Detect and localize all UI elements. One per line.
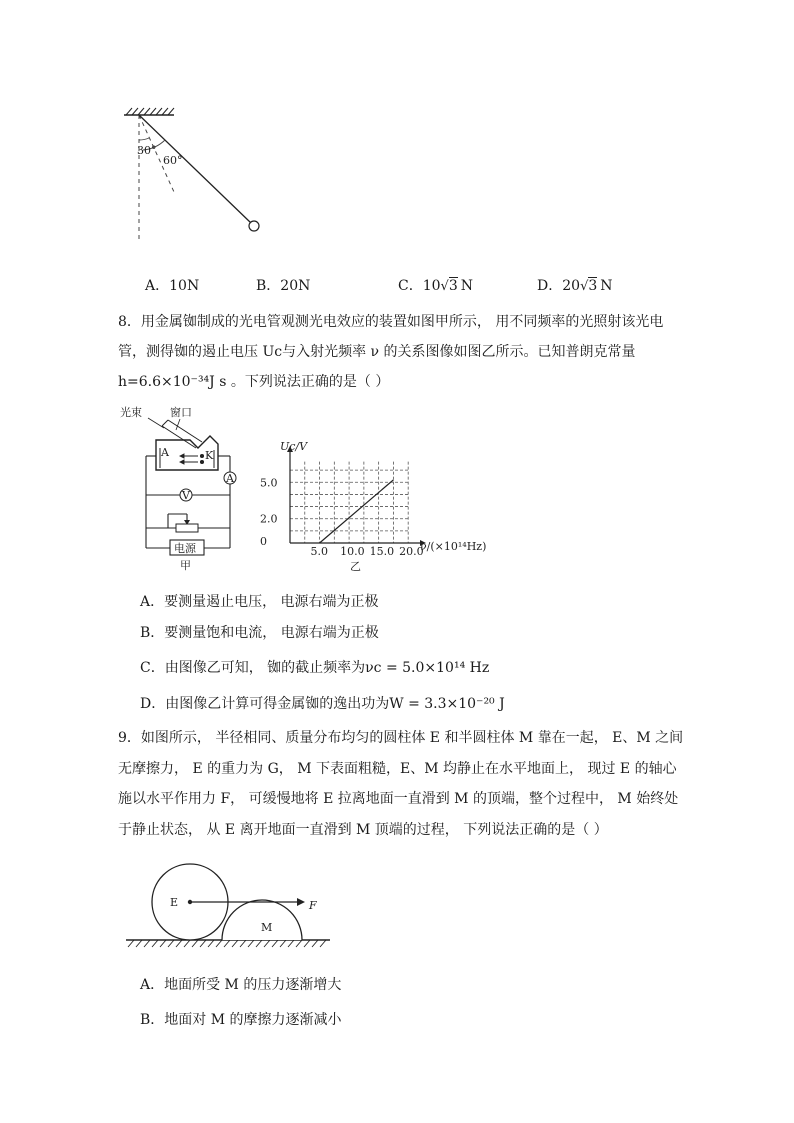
pendulum-string <box>139 115 251 223</box>
voltmeter-label: V <box>182 489 190 502</box>
light-beam-tube <box>162 420 202 448</box>
chart-y-tick-label: 5.0 <box>260 476 278 490</box>
half-cylinder-m-label: M <box>261 921 273 934</box>
window-label: 窗口 <box>170 406 192 419</box>
ground-hatch <box>128 940 326 947</box>
pendulum-ball <box>249 221 259 231</box>
q7-option-a-letter: A． <box>145 278 170 294</box>
chart-grid <box>290 462 408 543</box>
q7-option-b-value: 20N <box>280 278 311 294</box>
figure-jia-caption: 甲 <box>180 559 191 572</box>
q7-option-c: C．10√3 N <box>398 278 474 294</box>
q7-option-a <box>145 275 199 295</box>
q8-option-b: B．要测量饱和电流， 电源右端为正极 <box>140 625 379 641</box>
force-f-label: F <box>309 899 317 912</box>
chart-y-tick-label: 0 <box>260 535 267 548</box>
q9-stem-line-1: 9．如图所示， 半径相同、质量分布均匀的圆柱体 E 和半圆柱体 M 靠在一起， E、M 之间 <box>118 730 684 746</box>
chart-ticks <box>260 476 424 558</box>
chart-series <box>320 480 394 543</box>
force-f-arrow-head <box>297 898 305 906</box>
q7-option-d-unit: N <box>600 278 613 294</box>
q8-circuit-figure <box>118 398 248 573</box>
chart-x-tick-label: 10.0 <box>340 545 365 558</box>
electron-arrows <box>180 454 204 464</box>
q7-option-c-unit: N <box>460 278 474 294</box>
figure-yi-caption: 乙 <box>350 560 361 573</box>
q9-stem-line-4: 于静止状态， 从 E 离开地面一直滑到 M 顶端的过程， 下列说法正确的是（ ） <box>118 822 608 838</box>
angle-label-30: 30° <box>137 144 157 157</box>
electrode-a-label: A <box>161 446 169 459</box>
q8-option-d: D．由图像乙计算可得金属铷的逸出功为W = 3.3×10⁻²⁰ J <box>140 696 505 712</box>
chart-y-tick-label: 2.0 <box>260 512 278 526</box>
electrode-k-label: K <box>205 449 214 462</box>
chart-xlabel: ν/(×10¹⁴Hz) <box>420 540 487 553</box>
q7-option-c-rad: 3 <box>448 278 458 294</box>
chart-x-tick-label: 15.0 <box>369 545 395 558</box>
q8-option-c: C．由图像乙可知， 铷的截止频率为νc = 5.0×10¹⁴ Hz <box>140 660 490 676</box>
chart-series-line <box>320 480 394 543</box>
rheostat <box>176 524 198 532</box>
power-supply-label: 电源 <box>174 542 196 555</box>
q9-stem-line-2: 无摩擦力， E 的重力为 G， M 下表面粗糙，E、M 均静止在水平地面上， 现过 E 的轴心 <box>118 761 677 777</box>
q7-option-d-rad: 3 <box>588 278 598 294</box>
q7-pendulum-figure <box>118 100 278 245</box>
light-beam-label: 光束 <box>120 406 142 419</box>
q7-option-b-letter: B． <box>256 278 281 294</box>
half-cylinder-m <box>222 900 302 940</box>
q8-stem-line-2: 管，测得铷的遏止电压 Uc与入射光频率 ν 的关系图像如图乙所示。已知普朗克常量 <box>118 344 636 360</box>
q8-stem-line-1: 8．用金属铷制成的光电管观测光电效应的装置如图甲所示， 用不同频率的光照射该光电 <box>118 314 664 330</box>
angle-arc-30 <box>139 138 149 140</box>
chart-x-tick-label: 20.0 <box>399 545 424 558</box>
q7-option-d-letter: D． <box>537 278 563 294</box>
angle-label-60: 60° <box>163 154 183 167</box>
q8-uc-nu-chart <box>248 436 488 576</box>
q7-option-c-coef: 10 <box>422 278 441 294</box>
ceiling-hatch <box>126 108 174 115</box>
q7-option-a-value: 10N <box>169 278 200 294</box>
q9-option-b: B．地面对 M 的摩擦力逐渐减小 <box>140 1012 342 1028</box>
q7-option-b <box>256 275 310 295</box>
cylinder-e-axis <box>188 900 192 904</box>
q7-option-d-coef: 20 <box>562 278 581 294</box>
q7-option-c-letter: C． <box>398 278 423 294</box>
chart-ylabel: Uc/V <box>280 440 308 453</box>
q8-option-a: A．要测量遏止电压， 电源右端为正极 <box>140 594 379 610</box>
cylinder-e-label: E <box>170 896 179 909</box>
chart-x-tick-label: 5.0 <box>310 545 329 558</box>
q9-option-a: A．地面所受 M 的压力逐渐增大 <box>140 977 342 993</box>
q8-stem-line-3: h=6.6×10⁻³⁴J s 。下列说法正确的是（ ） <box>118 374 390 390</box>
ammeter-label: A <box>226 472 234 485</box>
q7-option-d: D．20√3 N <box>537 278 613 294</box>
q9-stem-line-3: 施以水平作用力 F， 可缓慢地将 E 拉离地面一直滑到 M 的顶端，整个过程中， M 始终处 <box>118 791 679 807</box>
q9-cylinder-figure <box>122 855 337 955</box>
